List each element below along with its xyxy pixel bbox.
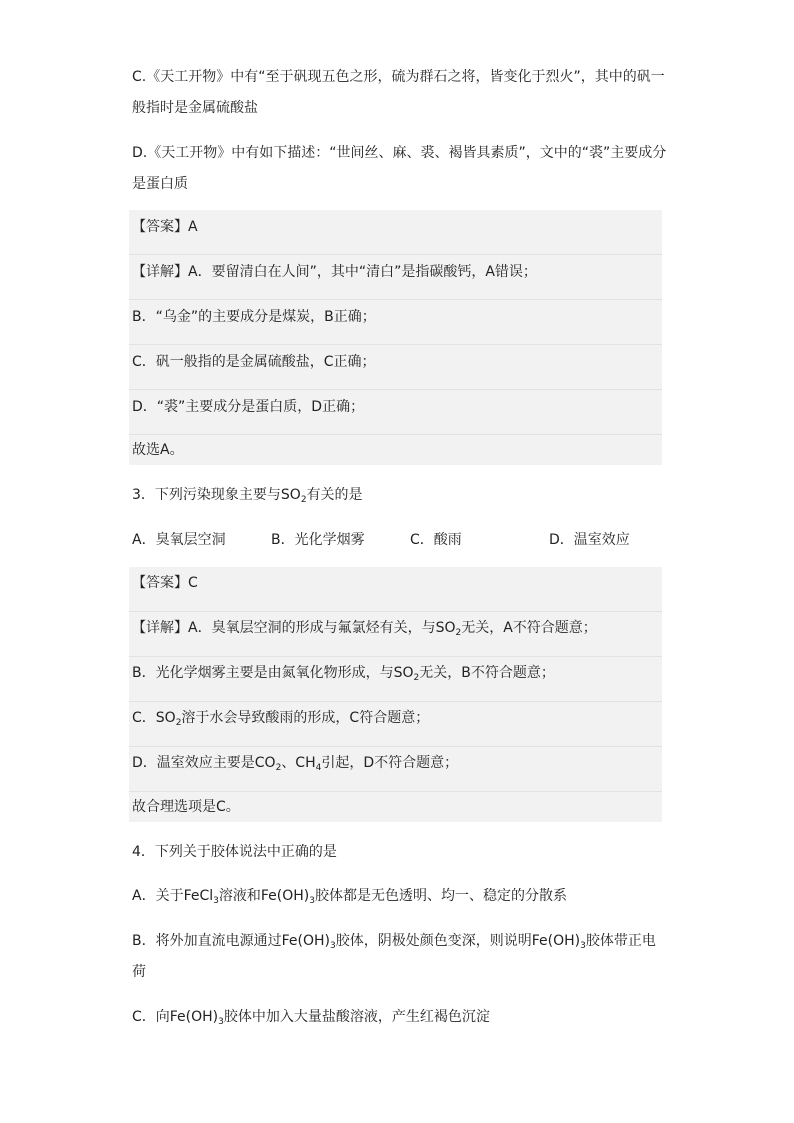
q4-stem: 4．下列关于胶体说法中正确的是 (132, 844, 337, 860)
q2-option-c-line2: 般指时是金属硫酸盐 (132, 100, 258, 116)
q3-detail-b: B．光化学烟雾主要是由氮氧化物形成，与$SO_2$无关，B不符合题意； (132, 665, 555, 683)
q2-detail-d: D．“裘”主要成分是蛋白质，D正确； (132, 399, 365, 415)
q3-stem: 3．下列污染现象主要与$SO_2$有关的是 (132, 487, 363, 505)
q2-option-c-line1: C.《天工开物》中有“至于矾现五色之形，硫为群石之将，皆变化于烈火”，其中的矾一 (132, 69, 665, 85)
q2-option-d-line1: D.《天工开物》中有如下描述：“世间丝、麻、裘、褐皆具素质”，文中的“裘”主要成分 (132, 145, 667, 161)
q3-answer: 【答案】C (132, 575, 198, 591)
q3-option-d: D．温室效应 (549, 532, 630, 548)
q2-answer-box (129, 210, 662, 465)
q3-option-a: A．臭氧层空洞 (132, 532, 226, 548)
q4-option-c: C．向$Fe(OH)_3$胶体中加入大量盐酸溶液，产生红褐色沉淀 (132, 1009, 490, 1027)
q3-detail-d: D．温室效应主要是$CO_2$、$CH_4$引起，D不符合题意； (132, 755, 459, 773)
q4-option-b-line1: B．将外加直流电源通过$Fe(OH)_3$胶体，阴极处颜色变深，则说明$Fe(OH)_3$胶体带正电 (132, 933, 656, 951)
q2-detail-b: B．“乌金”的主要成分是煤炭，B正确； (132, 309, 376, 325)
q2-option-d-line2: 是蛋白质 (132, 176, 188, 192)
q3-detail-c: C．$SO_2$溶于水会导致酸雨的形成，C符合题意； (132, 710, 430, 728)
q2-detail-c: C．矾一般指的是金属硫酸盐，C正确； (132, 354, 376, 370)
q3-option-c: C．酸雨 (410, 532, 462, 548)
q3-option-b: B．光化学烟雾 (271, 532, 365, 548)
q3-answer-box (129, 567, 662, 822)
q3-conclusion: 故合理选项是C。 (132, 799, 240, 815)
q4-option-a: A．关于FeCl$_3$溶液和$Fe(OH)_3$胶体都是无色透明、均一、稳定的分散系 (132, 888, 567, 906)
q3-detail-a: 【详解】A．臭氧层空洞的形成与氟氯烃有关，与$SO_2$无关，A不符合题意； (132, 620, 597, 638)
q2-conclusion: 故选A。 (132, 442, 184, 458)
q2-answer: 【答案】A (132, 219, 198, 235)
q2-detail-a: 【详解】A．要留清白在人间”，其中“清白”是指碳酸钙，A错误； (132, 264, 537, 280)
q4-option-b-line2: 荷 (132, 964, 146, 980)
